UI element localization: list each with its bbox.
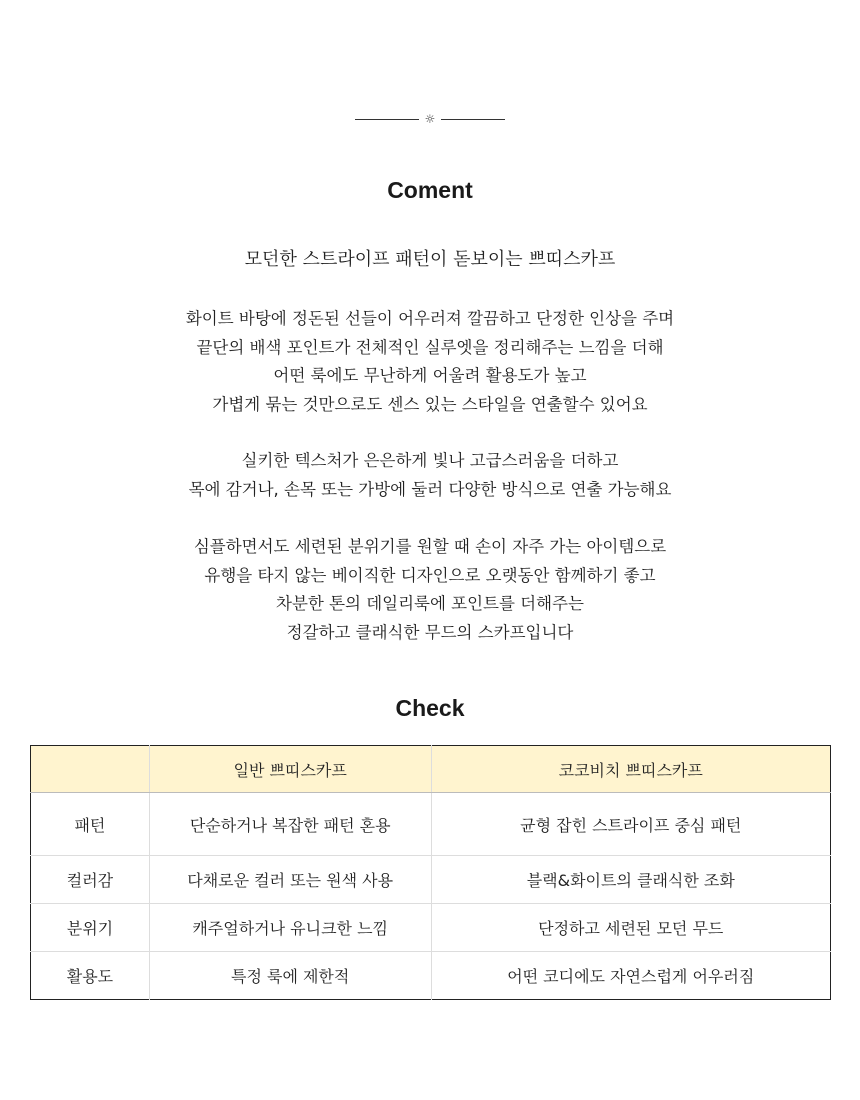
cocobeach-cell: 단정하고 세련된 모던 무드 bbox=[431, 904, 831, 952]
row-label: 분위기 bbox=[31, 904, 150, 952]
coment-title: Coment bbox=[387, 177, 473, 203]
paragraph-line: 유행을 타지 않는 베이직한 디자인으로 오랫동안 함께하기 좋고 bbox=[204, 565, 656, 585]
cocobeach-cell: 어떤 코디에도 자연스럽게 어우러짐 bbox=[431, 952, 831, 1000]
table-row bbox=[31, 904, 831, 952]
table-row bbox=[31, 952, 831, 1000]
comparison-table bbox=[30, 745, 831, 1000]
table-header-cell-empty bbox=[31, 746, 150, 793]
table-header-cocobeach: 코코비치 쁘띠스카프 bbox=[431, 746, 831, 793]
paragraph-line: 화이트 바탕에 정돈된 선들이 어우러져 깔끔하고 단정한 인상을 주며 bbox=[185, 309, 675, 328]
table-row bbox=[31, 856, 831, 904]
cocobeach-cell: 블랙&화이트의 클래식한 조화 bbox=[431, 856, 831, 904]
table-header-row bbox=[31, 746, 831, 793]
paragraph-line: 목에 감거나, 손목 또는 가방에 둘러 다양한 방식으로 연출 가능해요 bbox=[188, 479, 672, 499]
general-cell: 단순하거나 복잡한 패턴 혼용 bbox=[149, 793, 431, 856]
table-row bbox=[31, 793, 831, 856]
sun-icon: ☼ bbox=[424, 112, 436, 126]
general-cell: 다채로운 컬러 또는 원색 사용 bbox=[149, 856, 431, 904]
cocobeach-cell: 균형 잡힌 스트라이프 중심 패턴 bbox=[431, 793, 831, 856]
divider-line-left bbox=[355, 119, 419, 120]
coment-paragraph-1 bbox=[0, 305, 860, 419]
general-cell: 특정 룩에 제한적 bbox=[149, 952, 431, 1000]
paragraph-line: 정갈하고 클래식한 무드의 스카프입니다 bbox=[286, 622, 574, 642]
coment-paragraph-3 bbox=[0, 533, 860, 647]
paragraph-line: 가볍게 묶는 것만으로도 센스 있는 스타일을 연출할수 있어요 bbox=[212, 394, 648, 414]
paragraph-line: 끝단의 배색 포인트가 전체적인 실루엣을 정리해주는 느낌을 더해 bbox=[196, 337, 664, 357]
coment-paragraph-2 bbox=[0, 447, 860, 504]
coment-lead: 모던한 스트라이프 패턴이 돋보이는 쁘띠스카프 bbox=[244, 249, 616, 270]
section-divider bbox=[0, 109, 860, 129]
paragraph-line: 차분한 톤의 데일리룩에 포인트를 더해주는 bbox=[276, 594, 584, 613]
paragraph-line: 심플하면서도 세련된 분위기를 원할 때 손이 자주 가는 아이템으로 bbox=[193, 537, 667, 556]
row-label: 컬러감 bbox=[31, 856, 150, 904]
table-header-general: 일반 쁘띠스카프 bbox=[149, 746, 431, 793]
general-cell: 캐주얼하거나 유니크한 느낌 bbox=[149, 904, 431, 952]
paragraph-line: 어떤 룩에도 무난하게 어울려 활용도가 높고 bbox=[273, 366, 587, 385]
paragraph-line: 실키한 텍스처가 은은하게 빛나 고급스러움을 더하고 bbox=[241, 451, 619, 470]
check-title: Check bbox=[395, 695, 465, 721]
row-label: 패턴 bbox=[31, 793, 150, 856]
divider-line-right bbox=[441, 119, 505, 120]
row-label: 활용도 bbox=[31, 952, 150, 1000]
